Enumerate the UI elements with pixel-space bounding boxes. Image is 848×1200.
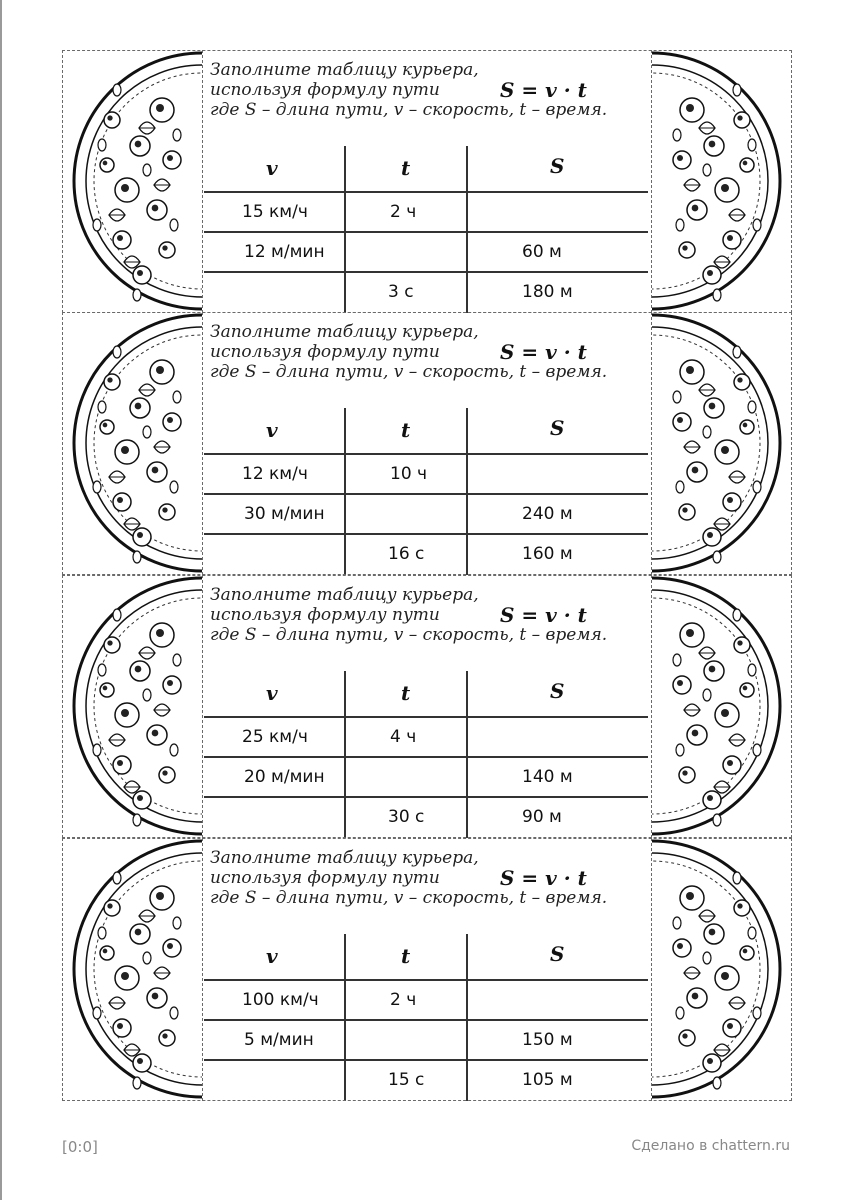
instruction-line: используя формулу пути	[210, 605, 440, 625]
header-t: t	[401, 156, 411, 180]
path-formula: S = v · t	[500, 866, 587, 890]
table-cell: 20 м/мин	[244, 767, 325, 787]
path-formula: S = v · t	[500, 603, 587, 627]
half-pizza-icon	[62, 312, 202, 575]
courier-table	[204, 146, 648, 313]
courier-table	[204, 408, 648, 575]
instruction-line: где S – длина пути, v – скорость, t – время.	[210, 362, 608, 382]
task-card	[62, 312, 792, 575]
instruction-line: где S – длина пути, v – скорость, t – время.	[210, 625, 608, 645]
header-s: S	[550, 942, 565, 966]
instruction-line: Заполните таблицу курьера,	[210, 60, 479, 80]
table-divider	[204, 453, 648, 455]
instruction-line: Заполните таблицу курьера,	[210, 848, 479, 868]
table-cell: 4 ч	[390, 727, 417, 747]
table-divider	[204, 1019, 648, 1021]
half-pizza-icon	[652, 312, 792, 575]
courier-table	[204, 934, 648, 1101]
table-cell: 5 м/мин	[244, 1030, 314, 1050]
table-cell: 30 с	[388, 807, 425, 827]
table-divider	[204, 191, 648, 193]
table-divider	[204, 979, 648, 981]
header-v: v	[266, 681, 278, 705]
instruction-line: Заполните таблицу курьера,	[210, 322, 479, 342]
table-cell: 105 м	[522, 1070, 573, 1090]
table-divider	[204, 493, 648, 495]
path-formula: S = v · t	[500, 340, 587, 364]
table-cell: 15 км/ч	[242, 202, 308, 222]
table-divider	[204, 231, 648, 233]
table-cell: 12 км/ч	[242, 464, 308, 484]
table-cell: 30 м/мин	[244, 504, 325, 524]
half-pizza-icon	[652, 838, 792, 1101]
table-divider	[204, 716, 648, 718]
header-v: v	[266, 418, 278, 442]
table-cell: 240 м	[522, 504, 573, 524]
table-divider	[204, 271, 648, 273]
page-counter: [0:0]	[62, 1138, 98, 1156]
table-divider	[204, 533, 648, 535]
table-cell: 90 м	[522, 807, 562, 827]
header-v: v	[266, 156, 278, 180]
task-card	[62, 575, 792, 838]
header-s: S	[550, 154, 565, 178]
header-t: t	[401, 944, 411, 968]
instruction-line: используя формулу пути	[210, 80, 440, 100]
table-cell: 25 км/ч	[242, 727, 308, 747]
table-divider	[466, 408, 468, 575]
instruction-line: Заполните таблицу курьера,	[210, 585, 479, 605]
path-formula: S = v · t	[500, 78, 587, 102]
instruction-line: используя формулу пути	[210, 868, 440, 888]
table-divider	[344, 146, 346, 313]
credit-text: Сделано в chattern.ru	[631, 1138, 790, 1154]
table-divider	[344, 408, 346, 575]
header-s: S	[550, 416, 565, 440]
table-divider	[204, 756, 648, 758]
table-cell: 2 ч	[390, 990, 417, 1010]
table-cell: 140 м	[522, 767, 573, 787]
header-s: S	[550, 679, 565, 703]
task-card	[62, 838, 792, 1101]
half-pizza-icon	[62, 838, 202, 1101]
instruction-line: где S – длина пути, v – скорость, t – время.	[210, 100, 608, 120]
table-cell: 16 с	[388, 544, 425, 564]
table-cell: 15 с	[388, 1070, 425, 1090]
half-pizza-icon	[62, 50, 202, 313]
page-left-border	[0, 0, 2, 1200]
courier-table	[204, 671, 648, 838]
table-cell: 150 м	[522, 1030, 573, 1050]
table-cell: 180 м	[522, 282, 573, 302]
table-divider	[466, 146, 468, 313]
instruction-line: где S – длина пути, v – скорость, t – время.	[210, 888, 608, 908]
table-divider	[204, 1059, 648, 1061]
table-cell: 3 с	[388, 282, 414, 302]
task-card	[62, 50, 792, 313]
table-cell: 160 м	[522, 544, 573, 564]
half-pizza-icon	[652, 575, 792, 838]
half-pizza-icon	[62, 575, 202, 838]
header-t: t	[401, 418, 411, 442]
table-divider	[344, 934, 346, 1101]
table-divider	[344, 671, 346, 838]
table-cell: 2 ч	[390, 202, 417, 222]
table-divider	[204, 796, 648, 798]
header-v: v	[266, 944, 278, 968]
half-pizza-icon	[652, 50, 792, 313]
table-divider	[466, 671, 468, 838]
table-divider	[466, 934, 468, 1101]
instruction-line: используя формулу пути	[210, 342, 440, 362]
table-cell: 12 м/мин	[244, 242, 325, 262]
header-t: t	[401, 681, 411, 705]
table-cell: 100 км/ч	[242, 990, 319, 1010]
table-cell: 60 м	[522, 242, 562, 262]
table-cell: 10 ч	[390, 464, 428, 484]
